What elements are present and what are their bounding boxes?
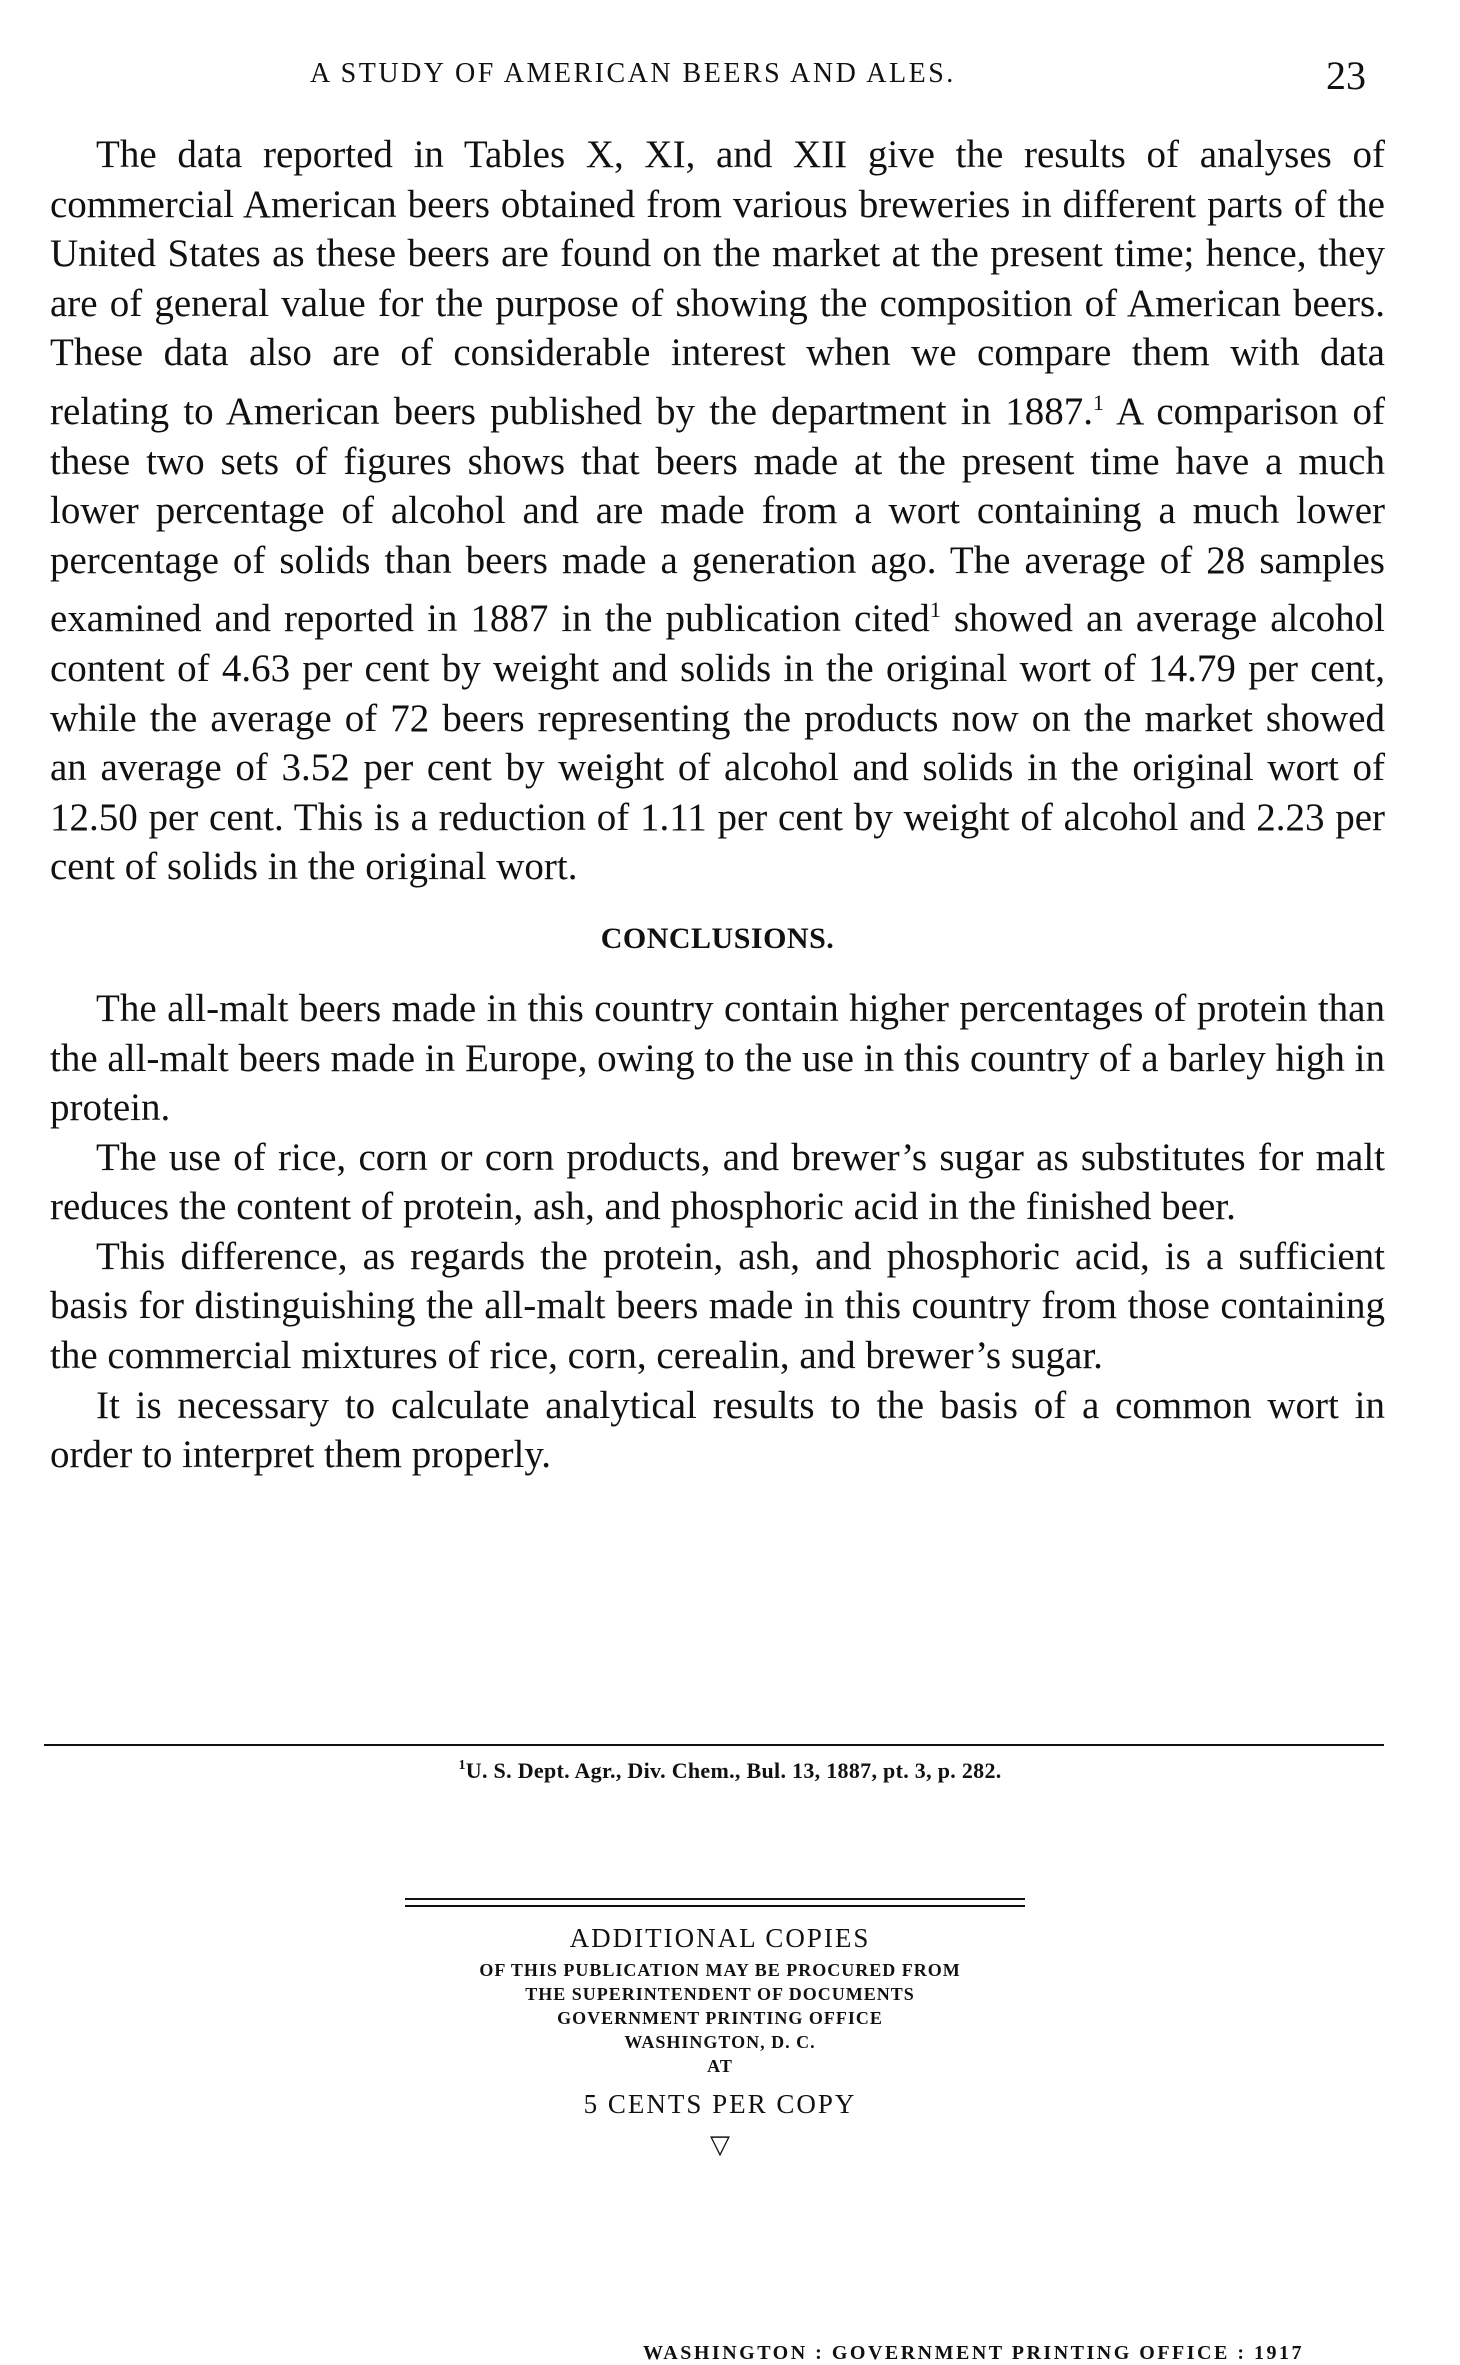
notice-price: 5 CENTS PER COPY	[583, 2089, 857, 2119]
notice-line: GOVERNMENT PRINTING OFFICE	[557, 2008, 883, 2028]
page-number: 23	[1326, 53, 1366, 98]
running-head	[0, 52, 1460, 102]
footnote-reference: 1	[929, 597, 941, 623]
notice-title: ADDITIONAL COPIES	[569, 1923, 871, 1953]
footnote-marker: 1	[458, 1758, 466, 1773]
notice-line: WASHINGTON, D. C.	[624, 2032, 816, 2052]
footnote-reference: 1	[1093, 389, 1105, 415]
conclusion-paragraph: The use of rice, corn or corn products, and brewer’s sugar as substitutes for malt reduces the content of protein, ash, and phosphoric acid in the finished beer.	[50, 1135, 1385, 1229]
section-heading: CONCLUSIONS.	[600, 921, 835, 955]
footnote-rule	[44, 1744, 1384, 1746]
paragraph-text: The data reported in Tables X, XI, and XII give the results of analyses of commercial American beers obtained from various breweries in different parts of the United States as these beers are found on the market at the present time; hence, they are of general value for the purpose of showing the composition of American beers. These data also are of considerable interest when we compare them with data relating to American beers published by the department in 1887.	[50, 133, 1385, 433]
divider-rule-bottom	[405, 1905, 1025, 1907]
additional-copies-notice	[300, 1918, 1140, 2162]
body-paragraph	[50, 130, 1385, 892]
conclusions-section	[50, 984, 1385, 1480]
printer-mark-icon: ▽	[710, 2130, 730, 2159]
conclusion-paragraph: This difference, as regards the protein, ash, and phosphoric acid, is a sufficient basis for distinguishing the all-malt beers made in this country from those containing the commercial mixtures of rice, corn, cerealin, and brewer’s sugar.	[50, 1234, 1385, 1378]
paragraph-text: showed an average alcohol content of 4.63 per cent by weight and solids in the original wort of 14.79 per cent, while the average of 72 beers representing the products now on the market showed an average of 3.52 per cent by weight of alcohol and solids in the original wort of 12.50 per cent. This is a reduction of 1.11 per cent by weight of alcohol and 2.23 per cent of solids in the original wort.	[50, 597, 1385, 889]
conclusion-paragraph: It is necessary to calculate analytical results to the basis of a common wort in order to interpret them properly.	[50, 1383, 1385, 1477]
printer-imprint: WASHINGTON : GOVERNMENT PRINTING OFFICE : 1917	[643, 2342, 1304, 2364]
footnote	[0, 1758, 1460, 1784]
notice-line: OF THIS PUBLICATION MAY BE PROCURED FROM	[479, 1960, 961, 1980]
main-text	[50, 130, 1385, 1480]
paragraph-text: A comparison of these two sets of figures shows that beers made at the present time have a much lower percentage of alcohol and are made from a wort containing a much lower percentage of solids than beers made a generation ago. The average of 28 samples examined and reported in 1887 in the publication cited	[50, 389, 1385, 641]
footnote-text: U. S. Dept. Agr., Div. Chem., Bul. 13, 1887, pt. 3, p. 282.	[465, 1758, 1002, 1783]
running-title: A STUDY OF AMERICAN BEERS AND ALES.	[310, 58, 956, 89]
notice-line: AT	[707, 2056, 733, 2076]
notice-line: THE SUPERINTENDENT OF DOCUMENTS	[525, 1984, 915, 2004]
divider-rule-top	[405, 1898, 1025, 1900]
conclusion-paragraph: The all-malt beers made in this country contain higher percentages of protein than the all-malt beers made in Europe, owing to the use in this country of a barley high in protein.	[50, 986, 1385, 1130]
